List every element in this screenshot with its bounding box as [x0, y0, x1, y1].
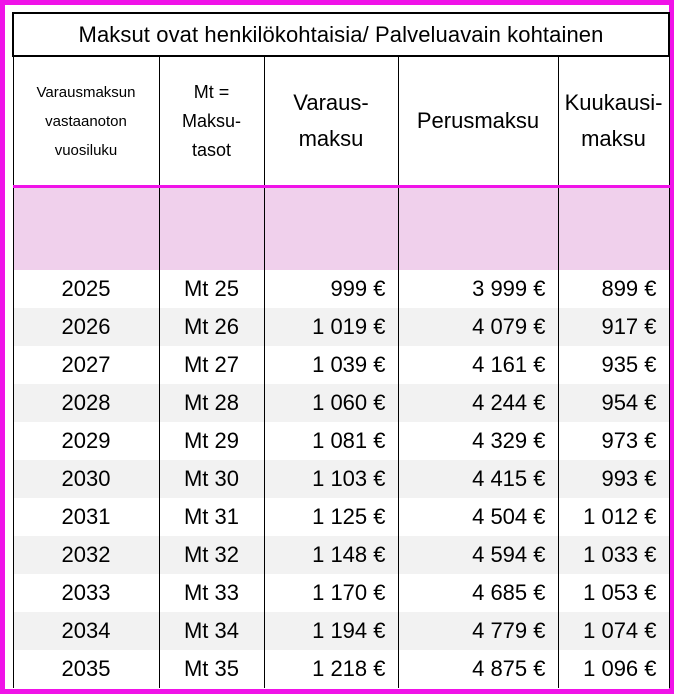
monthly-fee-cell: 1 096 €: [558, 650, 669, 688]
monthly-fee-cell: 1 074 €: [558, 612, 669, 650]
tier-cell: Mt 35: [159, 650, 264, 688]
fee-table: [12, 12, 670, 688]
tier-cell: Mt 31: [159, 498, 264, 536]
basic-fee-cell: 4 685 €: [398, 574, 558, 612]
basic-fee-cell: 4 779 €: [398, 612, 558, 650]
basic-fee-cell: 4 504 €: [398, 498, 558, 536]
tier-cell: Mt 32: [159, 536, 264, 574]
reservation-fee-cell: 1 125 €: [264, 498, 398, 536]
table-row: [13, 574, 669, 612]
monthly-fee-cell: 954 €: [558, 384, 669, 422]
reservation-fee-cell: 999 €: [264, 270, 398, 308]
basic-fee-cell: 4 594 €: [398, 536, 558, 574]
reservation-fee-cell: 1 194 €: [264, 612, 398, 650]
basic-fee-cell: 4 329 €: [398, 422, 558, 460]
reservation-fee-cell: 1 039 €: [264, 346, 398, 384]
tier-cell: Mt 26: [159, 308, 264, 346]
tier-cell: Mt 28: [159, 384, 264, 422]
monthly-fee-cell: 993 €: [558, 460, 669, 498]
reservation-fee-cell: 1 218 €: [264, 650, 398, 688]
header-year: Varausmaksun vastaanoton vuosiluku: [13, 56, 159, 187]
table-row: [13, 270, 669, 308]
year-cell: 2032: [13, 536, 159, 574]
reservation-fee-cell: 1 148 €: [264, 536, 398, 574]
reservation-fee-cell: 1 019 €: [264, 308, 398, 346]
reservation-fee-cell: 1 170 €: [264, 574, 398, 612]
year-cell: 2026: [13, 308, 159, 346]
header-basic-fee: Perusmaksu: [398, 56, 558, 187]
basic-fee-cell: 4 875 €: [398, 650, 558, 688]
monthly-fee-cell: 1 033 €: [558, 536, 669, 574]
year-cell: 2027: [13, 346, 159, 384]
table-row: [13, 460, 669, 498]
table-row: [13, 498, 669, 536]
basic-fee-cell: 4 244 €: [398, 384, 558, 422]
tier-cell: Mt 27: [159, 346, 264, 384]
basic-fee-cell: 4 415 €: [398, 460, 558, 498]
header-tier: Mt = Maksu- tasot: [159, 56, 264, 187]
table-row: [13, 650, 669, 688]
monthly-fee-cell: 973 €: [558, 422, 669, 460]
monthly-fee-cell: 1 053 €: [558, 574, 669, 612]
year-cell: 2035: [13, 650, 159, 688]
monthly-fee-cell: 935 €: [558, 346, 669, 384]
year-cell: 2025: [13, 270, 159, 308]
header-monthly-fee: Kuukausi- maksu: [558, 56, 669, 187]
basic-fee-cell: 4 161 €: [398, 346, 558, 384]
tier-cell: Mt 30: [159, 460, 264, 498]
table-row: [13, 308, 669, 346]
table-row: [13, 536, 669, 574]
monthly-fee-cell: 917 €: [558, 308, 669, 346]
year-cell: 2030: [13, 460, 159, 498]
year-cell: 2034: [13, 612, 159, 650]
year-cell: 2029: [13, 422, 159, 460]
header-reservation-fee: Varaus- maksu: [264, 56, 398, 187]
year-cell: 2031: [13, 498, 159, 536]
table-title: Maksut ovat henkilökohtaisia/ Palveluavain kohtainen: [13, 13, 669, 56]
year-cell: 2028: [13, 384, 159, 422]
table-row: [13, 384, 669, 422]
tier-cell: Mt 34: [159, 612, 264, 650]
monthly-fee-cell: 899 €: [558, 270, 669, 308]
table-row: [13, 422, 669, 460]
basic-fee-cell: 4 079 €: [398, 308, 558, 346]
pink-spacer-row: [13, 187, 669, 271]
reservation-fee-cell: 1 103 €: [264, 460, 398, 498]
basic-fee-cell: 3 999 €: [398, 270, 558, 308]
monthly-fee-cell: 1 012 €: [558, 498, 669, 536]
tier-cell: Mt 33: [159, 574, 264, 612]
table-row: [13, 346, 669, 384]
tier-cell: Mt 25: [159, 270, 264, 308]
tier-cell: Mt 29: [159, 422, 264, 460]
table-row: [13, 612, 669, 650]
reservation-fee-cell: 1 060 €: [264, 384, 398, 422]
reservation-fee-cell: 1 081 €: [264, 422, 398, 460]
year-cell: 2033: [13, 574, 159, 612]
